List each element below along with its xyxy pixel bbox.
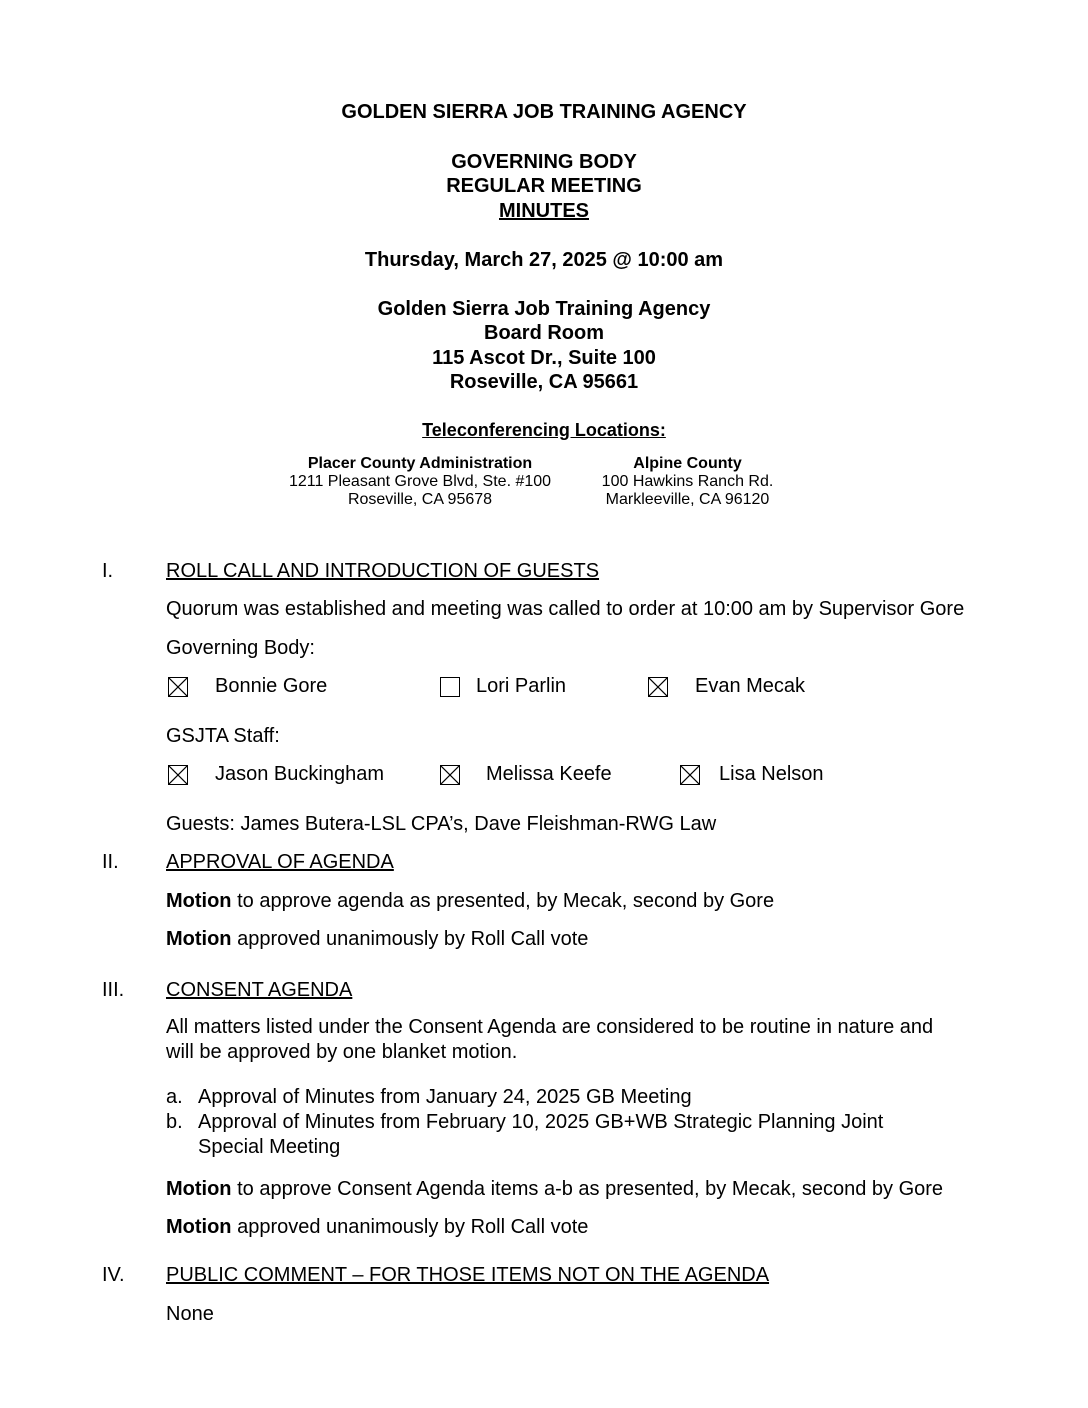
- agency-title: GOLDEN SIERRA JOB TRAINING AGENCY: [341, 101, 747, 123]
- staff-member-jason-buckingham: Jason Buckingham: [215, 763, 384, 785]
- teleconference-location-2: [575, 455, 800, 509]
- public-comment-body: None: [166, 1303, 214, 1325]
- meeting-body-line2: REGULAR MEETING: [446, 175, 642, 197]
- consent-item-b-line2: Special Meeting: [198, 1136, 341, 1158]
- consent-motion-result: Motion approved unanimously by Roll Call vote: [166, 1216, 589, 1238]
- consent-intro-line1: All matters listed under the Consent Agenda are considered to be routine in nature and: [166, 1016, 934, 1038]
- location-room: Board Room: [484, 322, 604, 344]
- teleconference-title: Teleconferencing Locations:: [422, 420, 666, 440]
- section-1-numeral: I.: [102, 560, 114, 582]
- quorum-statement: Quorum was established and meeting was called to order at 10:00 am by Supervisor Gore: [166, 598, 965, 620]
- section-1-title: ROLL CALL AND INTRODUCTION OF GUESTS: [166, 560, 600, 582]
- location-city: Roseville, CA 95661: [449, 371, 639, 393]
- agenda-motion-result: Motion approved unanimously by Roll Call vote: [166, 928, 589, 950]
- consent-item-a: Approval of Minutes from January 24, 2025 GB Meeting: [198, 1086, 692, 1108]
- section-4-numeral: IV.: [102, 1264, 125, 1286]
- staff-member-lisa-nelson: Lisa Nelson: [719, 763, 824, 785]
- attendance-checkbox-jason-buckingham[interactable]: [168, 765, 188, 785]
- consent-intro-line2: will be approved by one blanket motion.: [166, 1041, 518, 1063]
- section-2-numeral: II.: [102, 851, 119, 873]
- minutes-heading: MINUTES: [499, 200, 589, 222]
- attendance-checkbox-bonnie-gore[interactable]: [168, 677, 188, 697]
- section-2-title: APPROVAL OF AGENDA: [166, 851, 394, 873]
- attendance-checkbox-lori-parlin[interactable]: [440, 677, 460, 697]
- gb-member-bonnie-gore: Bonnie Gore: [215, 675, 328, 697]
- staff-label: GSJTA Staff:: [166, 725, 280, 747]
- attendance-checkbox-evan-mecak[interactable]: [648, 677, 668, 697]
- gb-member-lori-parlin: Lori Parlin: [476, 675, 567, 697]
- teleconference-location-1: [255, 455, 585, 509]
- tele-loc1-street: 1211 Pleasant Grove Blvd, Ste. #100: [288, 473, 552, 490]
- tele-loc2-city: Markleeville, CA 96120: [605, 491, 770, 508]
- meeting-datetime: Thursday, March 27, 2025 @ 10:00 am: [364, 249, 724, 271]
- gb-member-evan-mecak: Evan Mecak: [695, 675, 806, 697]
- consent-item-a-letter: a.: [166, 1086, 183, 1108]
- consent-item-b-line1: Approval of Minutes from February 10, 2025 GB+WB Strategic Planning Joint: [198, 1111, 884, 1133]
- governing-body-label: Governing Body:: [166, 637, 315, 659]
- attendance-checkbox-lisa-nelson[interactable]: [680, 765, 700, 785]
- tele-loc1-name: Placer County Administration: [307, 455, 533, 472]
- guests-line: Guests: James Butera-LSL CPA’s, Dave Fleishman-RWG Law: [166, 813, 717, 835]
- section-3-title: CONSENT AGENDA: [166, 979, 353, 1001]
- meeting-body-line1: GOVERNING BODY: [451, 151, 637, 173]
- section-3-numeral: III.: [102, 979, 125, 1001]
- location-street: 115 Ascot Dr., Suite 100: [432, 347, 656, 369]
- consent-items-list: [166, 1086, 1016, 1166]
- tele-loc2-street: 100 Hawkins Ranch Rd.: [601, 473, 774, 490]
- staff-member-melissa-keefe: Melissa Keefe: [486, 763, 612, 785]
- consent-motion: Motion to approve Consent Agenda items a-b as presented, by Mecak, second by Gore: [166, 1178, 944, 1200]
- section-4-title: PUBLIC COMMENT – FOR THOSE ITEMS NOT ON THE AGENDA: [166, 1264, 770, 1286]
- attendance-checkbox-melissa-keefe[interactable]: [440, 765, 460, 785]
- location-name: Golden Sierra Job Training Agency: [377, 298, 711, 320]
- consent-item-b-letter: b.: [166, 1111, 183, 1133]
- tele-loc2-name: Alpine County: [633, 455, 742, 472]
- tele-loc1-city: Roseville, CA 95678: [347, 491, 493, 508]
- agenda-motion: Motion to approve agenda as presented, by Mecak, second by Gore: [166, 890, 775, 912]
